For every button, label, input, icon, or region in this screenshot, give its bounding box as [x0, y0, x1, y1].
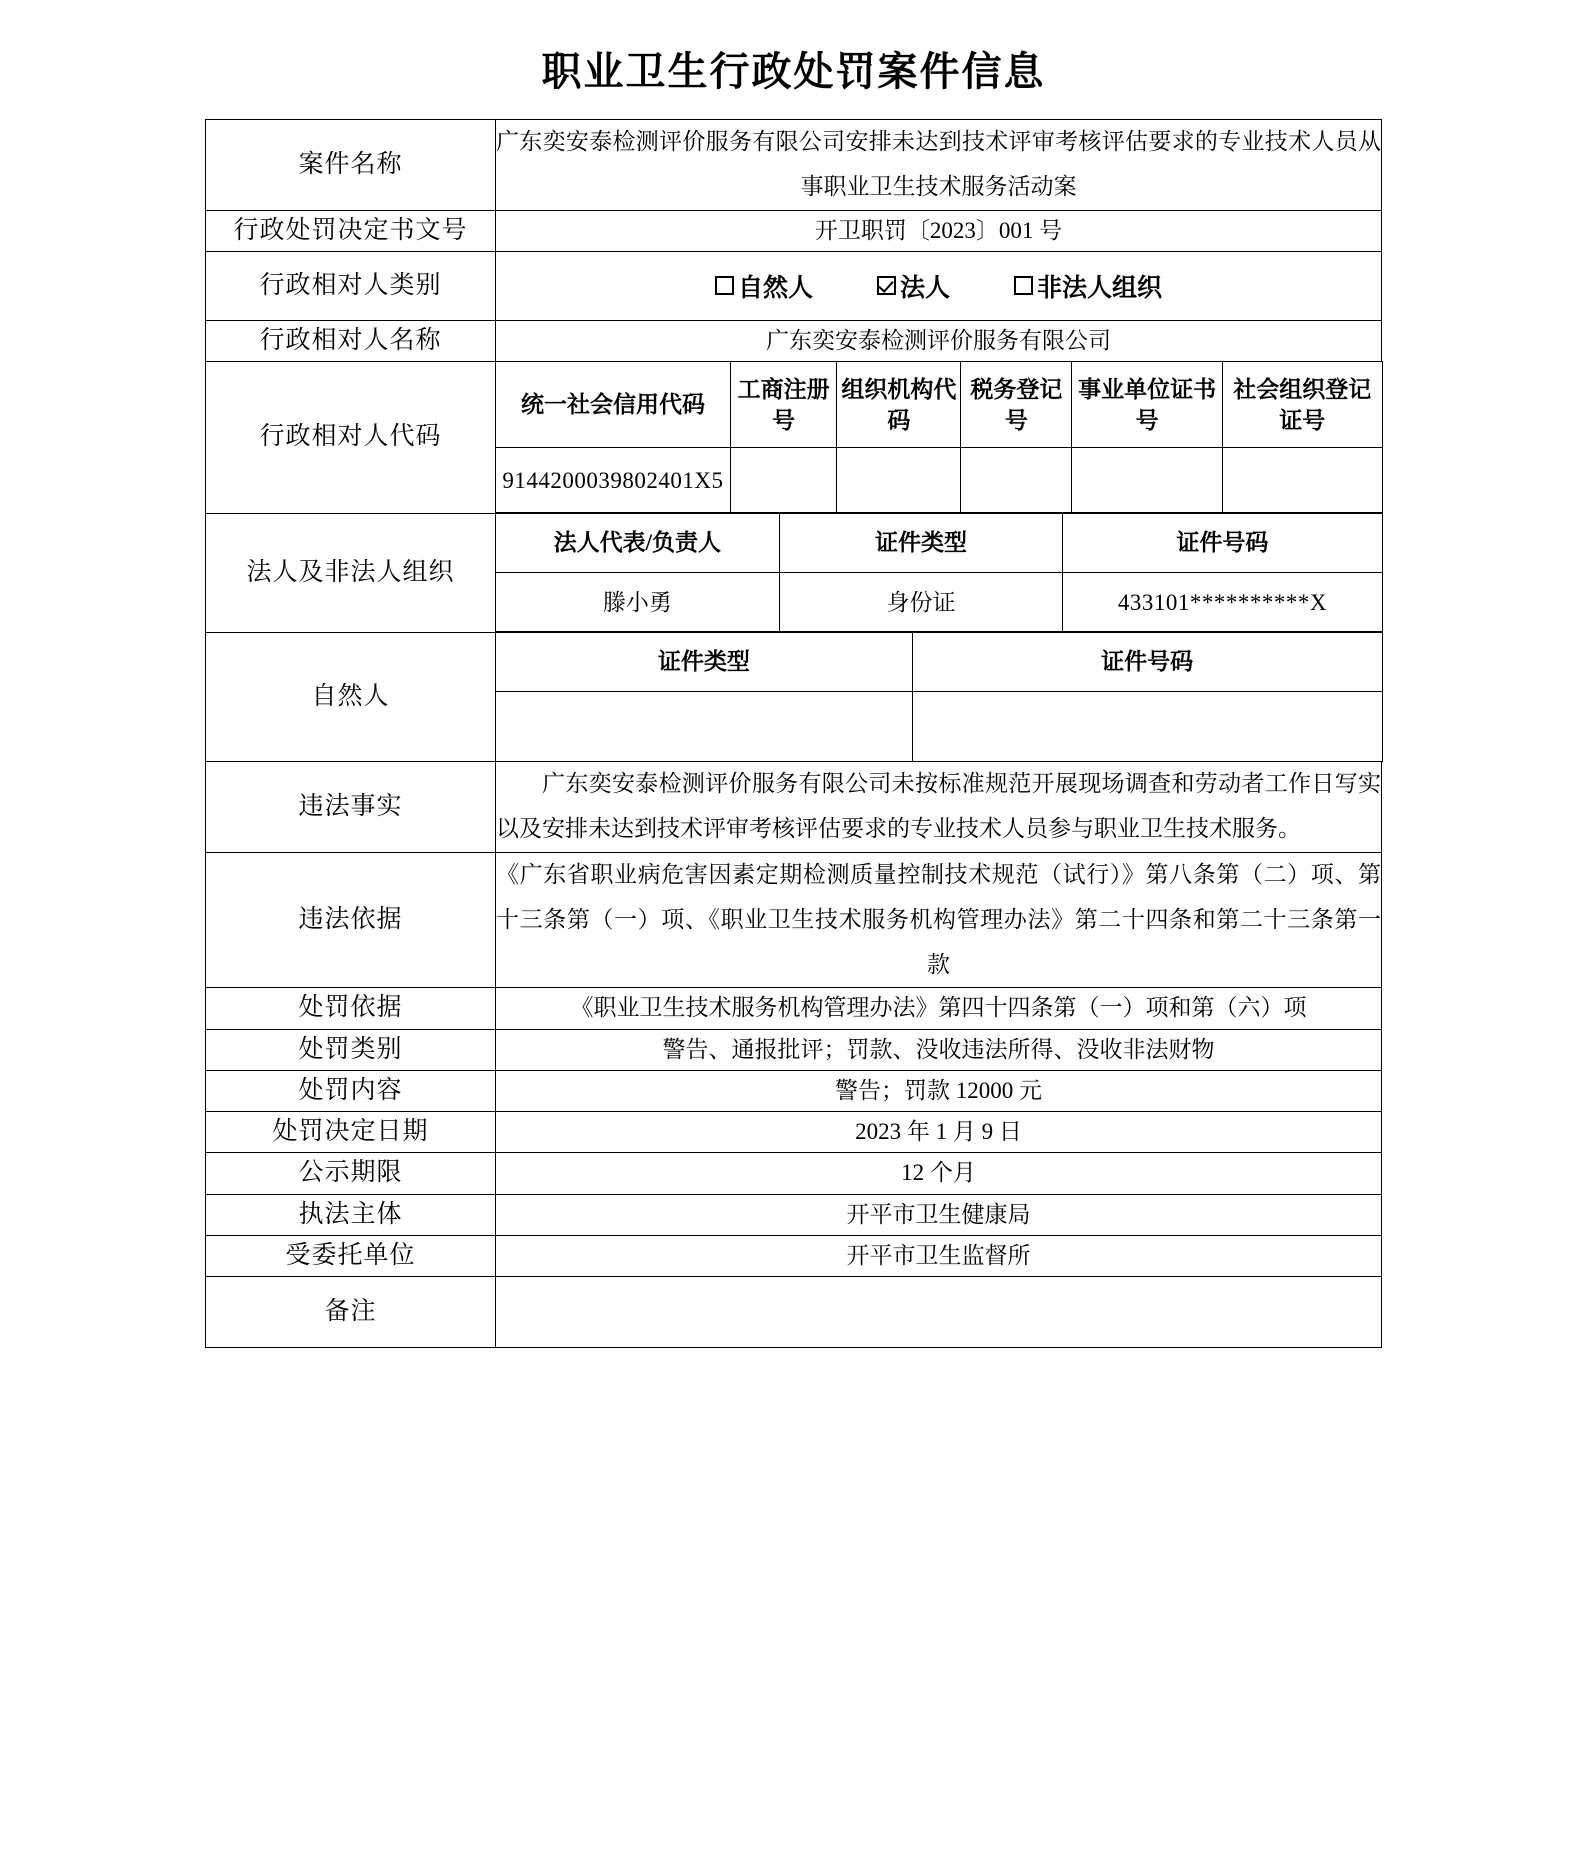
row-label-penalty-type: 处罚类别: [206, 1029, 496, 1070]
row-value-entrusted-unit: 开平市卫生监督所: [496, 1235, 1382, 1276]
table-row-natural-person: [206, 632, 1382, 762]
table-row-legal-person: [206, 513, 1382, 632]
column-header-social-org-reg-no: 社会组织登记证号: [1222, 362, 1382, 448]
cell-legal-representative: 滕小勇: [496, 573, 780, 633]
row-label-penalty-date: 处罚决定日期: [206, 1112, 496, 1153]
table-row-entrusted-unit: [206, 1235, 1382, 1276]
table-row-party-code: [206, 362, 1382, 514]
row-label-party-type: 行政相对人类别: [206, 251, 496, 320]
table-row-enforcement-authority: [206, 1194, 1382, 1235]
cell-business-reg-no: [730, 448, 836, 514]
row-value-enforcement-authority: 开平市卫生健康局: [496, 1194, 1382, 1235]
row-label-party-name: 行政相对人名称: [206, 320, 496, 361]
row-value-decision-doc-no: 开卫职罚〔2023〕001 号: [496, 210, 1382, 251]
row-label-illegal-facts: 违法事实: [206, 762, 496, 853]
cell-id-type: 身份证: [779, 573, 1063, 633]
row-label-enforcement-authority: 执法主体: [206, 1194, 496, 1235]
checkbox-unchecked-icon[interactable]: [1014, 276, 1033, 295]
party-code-header-row: [496, 362, 1383, 448]
cell-institution-cert-no: [1072, 448, 1223, 514]
cell-np-id-type: [496, 692, 913, 762]
column-header-np-id-type: 证件类型: [496, 632, 913, 692]
row-value-illegal-basis: 《广东省职业病危害因素定期检测质量控制技术规范（试行）》第八条第（二）项、第十三条第（一）项、《职业卫生技术服务机构管理办法》第二十四条和第二十三条第一款: [496, 852, 1382, 988]
party-code-value-row: [496, 448, 1383, 514]
column-header-tax-reg-no: 税务登记号: [961, 362, 1072, 448]
row-value-remarks: [496, 1277, 1382, 1348]
cell-tax-reg-no: [961, 448, 1072, 514]
column-header-institution-cert-no: 事业单位证书号: [1072, 362, 1223, 448]
legal-person-subtable: [495, 512, 1383, 633]
row-value-penalty-basis: 《职业卫生技术服务机构管理办法》第四十四条第（一）项和第（六）项: [496, 988, 1382, 1029]
row-label-entrusted-unit: 受委托单位: [206, 1235, 496, 1276]
row-value-case-name: 广东奕安泰检测评价服务有限公司安排未达到技术评审考核评估要求的专业技术人员从事职业卫生技术服务活动案: [496, 120, 1382, 211]
table-row-publicity-period: [206, 1153, 1382, 1194]
column-header-credit-code: 统一社会信用代码: [496, 362, 731, 448]
party-type-option-natural-person[interactable]: [715, 268, 813, 304]
cell-credit-code: 9144200039802401X5: [496, 448, 731, 514]
party-type-option-label: 自然人: [737, 274, 813, 302]
row-label-party-code: 行政相对人代码: [206, 362, 496, 514]
cell-social-org-reg-no: [1222, 448, 1382, 514]
natural-person-value-row: [496, 692, 1383, 762]
table-row-penalty-type: [206, 1029, 1382, 1070]
column-header-org-code: 组织机构代码: [837, 362, 961, 448]
natural-person-subtable: [495, 631, 1383, 762]
table-row-party-type: [206, 251, 1382, 320]
table-row-penalty-basis: [206, 988, 1382, 1029]
table-row-illegal-basis: [206, 852, 1382, 988]
row-value-party-name: 广东奕安泰检测评价服务有限公司: [496, 320, 1382, 361]
cell-np-id-number: [912, 692, 1382, 762]
table-row-decision-doc-no: [206, 210, 1382, 251]
column-header-np-id-number: 证件号码: [912, 632, 1382, 692]
table-row-penalty-date: [206, 1112, 1382, 1153]
table-row-remarks: [206, 1277, 1382, 1348]
checkbox-checked-icon[interactable]: [877, 276, 896, 295]
column-header-legal-representative: 法人代表/负责人: [496, 513, 780, 573]
row-label-case-name: 案件名称: [206, 120, 496, 211]
party-type-option-label: 法人: [899, 274, 950, 302]
party-code-subtable: [495, 361, 1383, 514]
row-value-party-code: [496, 362, 1382, 514]
row-value-natural-person: [496, 632, 1382, 762]
row-label-penalty-content: 处罚内容: [206, 1070, 496, 1111]
table-row-penalty-content: [206, 1070, 1382, 1111]
table-row-illegal-facts: [206, 762, 1382, 853]
row-label-remarks: 备注: [206, 1277, 496, 1348]
cell-id-number: 433101**********X: [1063, 573, 1382, 633]
penalty-info-table: [205, 119, 1382, 1348]
row-label-natural-person: 自然人: [206, 632, 496, 762]
column-header-business-reg-no: 工商注册号: [730, 362, 836, 448]
row-label-decision-doc-no: 行政处罚决定书文号: [206, 210, 496, 251]
legal-person-header-row: [496, 513, 1383, 573]
table-row-party-name: [206, 320, 1382, 361]
row-value-illegal-facts: 广东奕安泰检测评价服务有限公司未按标准规范开展现场调查和劳动者工作日写实以及安排未达到技术评审考核评估要求的专业技术人员参与职业卫生技术服务。: [496, 762, 1382, 853]
row-value-penalty-content: 警告；罚款 12000 元: [496, 1070, 1382, 1111]
cell-org-code: [837, 448, 961, 514]
row-value-publicity-period: 12 个月: [496, 1153, 1382, 1194]
column-header-id-number: 证件号码: [1063, 513, 1382, 573]
row-value-penalty-type: 警告、通报批评；罚款、没收违法所得、没收非法财物: [496, 1029, 1382, 1070]
column-header-id-type: 证件类型: [779, 513, 1063, 573]
table-row-case-name: [206, 120, 1382, 211]
legal-person-value-row: [496, 573, 1383, 633]
party-type-option-unincorporated-org[interactable]: [1014, 268, 1162, 304]
party-type-option-label: 非法人组织: [1037, 274, 1163, 302]
row-value-legal-person: [496, 513, 1382, 632]
row-label-penalty-basis: 处罚依据: [206, 988, 496, 1029]
row-label-legal-person: 法人及非法人组织: [206, 513, 496, 632]
party-type-option-legal-person[interactable]: [877, 268, 950, 304]
checkbox-unchecked-icon[interactable]: [715, 276, 734, 295]
row-label-publicity-period: 公示期限: [206, 1153, 496, 1194]
natural-person-header-row: [496, 632, 1383, 692]
row-label-illegal-basis: 违法依据: [206, 852, 496, 988]
party-type-options: [496, 252, 1381, 320]
page-title: 职业卫生行政处罚案件信息: [541, 49, 1046, 94]
row-value-party-type: [496, 251, 1382, 320]
row-value-penalty-date: 2023 年 1 月 9 日: [496, 1112, 1382, 1153]
